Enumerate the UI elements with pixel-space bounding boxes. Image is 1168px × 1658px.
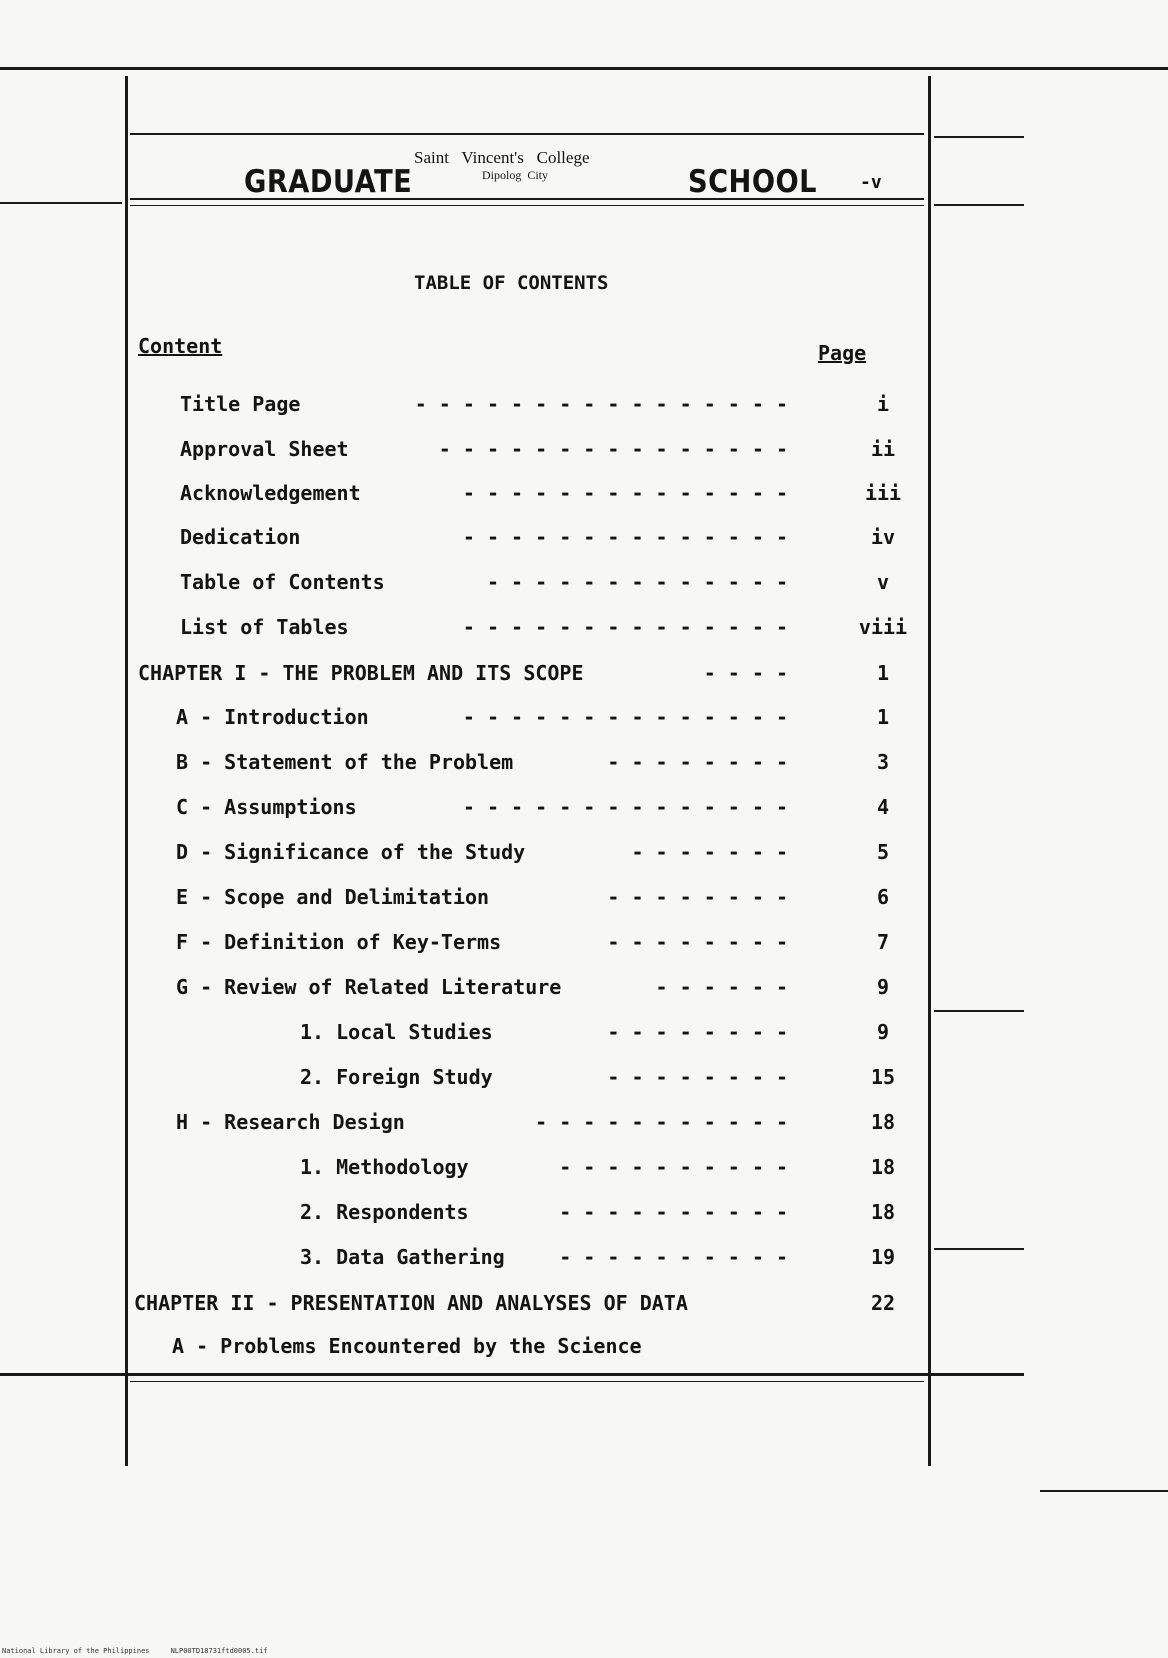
toc-entry-page: 7 xyxy=(876,930,890,954)
toc-entry-label: Acknowledgement xyxy=(180,481,361,505)
toc-entry-leader: - - - - - - - - - - - - - - - - xyxy=(414,392,788,416)
toc-entry-label: 2. Respondents xyxy=(300,1200,469,1224)
toc-entry-page: 3 xyxy=(876,750,890,774)
toc-entry xyxy=(0,885,1168,915)
right-side-line-1 xyxy=(934,1010,1024,1012)
toc-entry-leader: - - - - xyxy=(703,661,788,685)
toc-entry-page: 15 xyxy=(870,1065,896,1089)
toc-entry-page: 18 xyxy=(870,1110,896,1134)
toc-entry-label: 1. Local Studies xyxy=(300,1020,493,1044)
toc-entry xyxy=(0,525,1168,555)
toc-entry-leader: - - - - - - - - xyxy=(607,885,788,909)
toc-entry xyxy=(0,1334,1168,1364)
toc-entry-label: A - Problems Encountered by the Science xyxy=(172,1334,642,1358)
header-college-name: Saint Vincent's College xyxy=(414,148,590,167)
toc-entry-page: 1 xyxy=(876,661,890,685)
toc-entry-page: i xyxy=(876,392,890,416)
toc-entry-leader: - - - - - - - - - - - xyxy=(535,1110,788,1134)
content-column-header: Content xyxy=(138,334,223,358)
header-graduate: GRADUATE xyxy=(244,164,413,200)
toc-entry xyxy=(0,840,1168,870)
toc-entry xyxy=(0,570,1168,600)
top-border-line xyxy=(0,67,1168,70)
toc-entry-label: B - Statement of the Problem xyxy=(176,750,514,774)
right-header-line-top xyxy=(934,136,1024,138)
toc-entry xyxy=(0,1155,1168,1185)
toc-entry-page: 9 xyxy=(876,975,890,999)
bottom-inner-line xyxy=(130,1381,924,1382)
toc-entry-page: iv xyxy=(870,525,896,549)
scan-footer: National Library of the Philippines NLP00TD18731ftd0005.tif xyxy=(2,1647,268,1655)
page-column-header: Page xyxy=(818,341,867,365)
toc-entry-label: E - Scope and Delimitation xyxy=(176,885,490,909)
toc-entry xyxy=(0,705,1168,735)
toc-entry-leader: - - - - - - - - - - - - - - xyxy=(462,795,788,819)
toc-entry-page: 19 xyxy=(870,1245,896,1269)
toc-entry-label: H - Research Design xyxy=(176,1110,405,1134)
toc-entry xyxy=(0,750,1168,780)
toc-title: TABLE OF CONTENTS xyxy=(414,272,609,294)
toc-entry-label: D - Significance of the Study xyxy=(176,840,526,864)
toc-entry-page: iii xyxy=(864,481,902,505)
right-edge-line xyxy=(1040,1490,1168,1492)
toc-entry-page: v xyxy=(876,570,890,594)
toc-entry-leader: - - - - - - - - - - - - - xyxy=(486,570,788,594)
toc-entry-leader: - - - - - - - xyxy=(631,840,788,864)
toc-entry-label: Table of Contents xyxy=(180,570,385,594)
toc-entry-leader: - - - - - - - - - - - - - - xyxy=(462,705,788,729)
toc-entry-label: G - Review of Related Literature xyxy=(176,975,562,999)
toc-entry-label: A - Introduction xyxy=(176,705,369,729)
toc-entry-leader: - - - - - - - - xyxy=(607,930,788,954)
toc-entry-page: 5 xyxy=(876,840,890,864)
toc-entry-leader: - - - - - - - - xyxy=(607,1020,788,1044)
toc-entry xyxy=(0,1110,1168,1140)
toc-entry xyxy=(0,1200,1168,1230)
bottom-border-line xyxy=(0,1373,1024,1376)
toc-entry-label: F - Definition of Key-Terms xyxy=(176,930,502,954)
header-school: SCHOOL xyxy=(688,164,817,200)
toc-entry-page: 22 xyxy=(870,1291,896,1315)
toc-entry xyxy=(0,1245,1168,1275)
toc-entry-page: 9 xyxy=(876,1020,890,1044)
right-header-line-bottom xyxy=(934,204,1024,206)
toc-entry-leader: - - - - - - - - - - xyxy=(559,1200,788,1224)
toc-entry-label: C - Assumptions xyxy=(176,795,357,819)
toc-entry-page: 4 xyxy=(876,795,890,819)
toc-entry-label: 2. Foreign Study xyxy=(300,1065,493,1089)
toc-entry xyxy=(0,1065,1168,1095)
toc-chapter-entry xyxy=(0,1291,1168,1321)
toc-entry xyxy=(0,615,1168,645)
toc-entry-page: 18 xyxy=(870,1200,896,1224)
toc-entry-leader: - - - - - - - - xyxy=(607,750,788,774)
toc-entry-page: 1 xyxy=(876,705,890,729)
left-header-line xyxy=(0,202,122,204)
header-page-mark: -v xyxy=(860,172,882,193)
toc-entry xyxy=(0,930,1168,960)
toc-entry-leader: - - - - - - - - - - - - - - xyxy=(462,481,788,505)
toc-entry-leader: - - - - - - xyxy=(655,975,788,999)
toc-entry-label: Title Page xyxy=(180,392,301,416)
toc-entry xyxy=(0,795,1168,825)
toc-entry-label: CHAPTER II - PRESENTATION AND ANALYSES OF DATA xyxy=(134,1291,688,1315)
toc-entry-page: ii xyxy=(870,437,896,461)
toc-entry xyxy=(0,975,1168,1005)
toc-entry-label: Dedication xyxy=(180,525,301,549)
toc-chapter-entry xyxy=(0,661,1168,691)
toc-entry-label: Approval Sheet xyxy=(180,437,349,461)
toc-entry xyxy=(0,392,1168,422)
toc-entry-leader: - - - - - - - - - - - - - - xyxy=(462,525,788,549)
toc-entry-label: CHAPTER I - THE PROBLEM AND ITS SCOPE xyxy=(138,661,584,685)
toc-entry-page: 6 xyxy=(876,885,890,909)
toc-entry-page: 18 xyxy=(870,1155,896,1179)
toc-entry-leader: - - - - - - - - - - - - - - - xyxy=(438,437,788,461)
toc-entry xyxy=(0,1020,1168,1050)
header-inner-line xyxy=(130,205,924,206)
toc-entry-leader: - - - - - - - - xyxy=(607,1065,788,1089)
toc-entry-leader: - - - - - - - - - - xyxy=(559,1155,788,1179)
toc-entry xyxy=(0,437,1168,467)
toc-entry xyxy=(0,481,1168,511)
header-city: Dipolog City xyxy=(482,168,549,182)
toc-entry-label: 1. Methodology xyxy=(300,1155,469,1179)
toc-entry-label: 3. Data Gathering xyxy=(300,1245,505,1269)
toc-entry-leader: - - - - - - - - - - - - - - xyxy=(462,615,788,639)
header-top-line xyxy=(130,133,924,135)
toc-entry-leader: - - - - - - - - - - xyxy=(559,1245,788,1269)
toc-entry-page: viii xyxy=(858,615,908,639)
toc-entry-label: List of Tables xyxy=(180,615,349,639)
